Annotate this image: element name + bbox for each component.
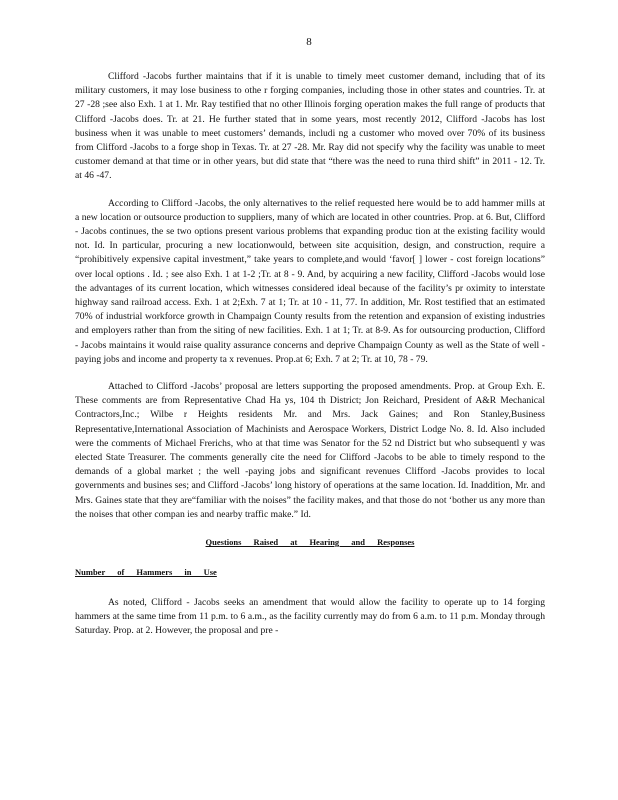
section-heading: Questions Raised at Hearing and Responses [205, 537, 415, 548]
document-body [75, 70, 545, 651]
paragraph-support-letters: Attached to Clifford -Jacobs’ proposal are letters supporting the proposed amendments. Prop. at Group Exh. E. These comments are from Representative Chad Ha ys, 104 th District; Jon Reichard, President of A&R Mechanical Contractors,Inc.; Wilbe r Heights residents Mr. and Mrs. Jack Gaines; and Ron Stanley,Business Representative,International Association of Machinists and Aerospace Workers, District Lodge No. 8. Id. Also included were the comments of Michael Frerichs, who at that time was Senator for the 52 nd District but who subsequentl y was elected State Treasurer. The comments generally cite the need for Clifford -Jacobs to be able to timely respond to the demands of a global market ; the well -paying jobs and significant revenues Clifford -Jacobs provides to local governments and busines ses; and Clifford -Jacobs’ long history of operations at the same location. Id. Inaddition, Mr. and Mrs. Gaines state that they are“familiar with the noises” the facility makes, and that those do not ‘bother us any more than the noises that other compan ies and nearby traffic make.” Id. [75, 381, 545, 520]
subsection-heading: Number of Hammers in Use [75, 567, 217, 578]
paragraph-alternatives: According to Clifford -Jacobs, the only alternatives to the relief requested here would be to add hammer mills at a new location or outsource production to suppliers, many of which are located in other countries. Prop. at 6. But, Clifford - Jacobs continues, the se two options present various problems that expanding produc tion at the existing facility would not. Id. In particular, procuring a new locationwould, between site acquisition, design, and construction, require a “prohibitively expensive capital investment,” take years to complete,and would ‘favor[ ] lower - cost foreign locations” over local options . Id. ; see also Exh. 1 at 1-2 ;Tr. at 8 - 9. And, by acquiring a new facility, Clifford -Jacobs would lose the advantages of its current location, which witnesses considered ideal because of the facility’s pr oximity to interstate highway sand railroad access. Exh. 1 at 2;Exh. 7 at 1; Tr. at 10 - 11, 77. In addition, Mr. Rost testified that an estimated 70% of industrial workforce growth in Champaign County results from the retention and expansion of existing industries and employers rather than from the siting of new facilities. Exh. 1 at 1; Tr. at 8-9. As for outsourcing production, Clifford - Jacobs maintains it would raise quality assurance concerns and deprive Champaign County as well as the State of well -paying jobs and income and property ta x revenues. Prop.at 6; Exh. 7 at 2; Tr. at 10, 78 - 79. [75, 197, 545, 365]
paragraph-business-loss: Clifford -Jacobs further maintains that if it is unable to timely meet customer demand, including that of its military customers, it may lose business to othe r forging companies, including those in other states and countries. Tr. at 27 -28 ;see also Exh. 1 at 1. Mr. Ray testified that no other Illinois forging operation makes the full range of products that Clifford -Jacobs does. Tr. at 21. He further stated that in some years, most recently 2012, Clifford -Jacobs has lost business when it was unable to meet customers’ demands, includi ng a customer who moved over 70% of its business from Clifford -Jacobs to a forge shop in Texas. Tr. at 27 -28. Mr. Ray did not specify why the facility was unable to meet customer demand at that time or in other years, but did state that “there was the need to runa third shift” in 2011 - 12. Tr. at 46 -47. [75, 71, 545, 182]
page-number: 8 [306, 36, 312, 48]
paragraph-hammers-in-use: As noted, Clifford - Jacobs seeks an amendment that would allow the facility to operate up to 14 forging hammers at the same time from 11 p.m. to 6 a.m., as the facility currently may do from 6 a.m. to 11 p.m. Monday through Saturday. Prop. at 2. However, the proposal and pre - [75, 596, 545, 636]
